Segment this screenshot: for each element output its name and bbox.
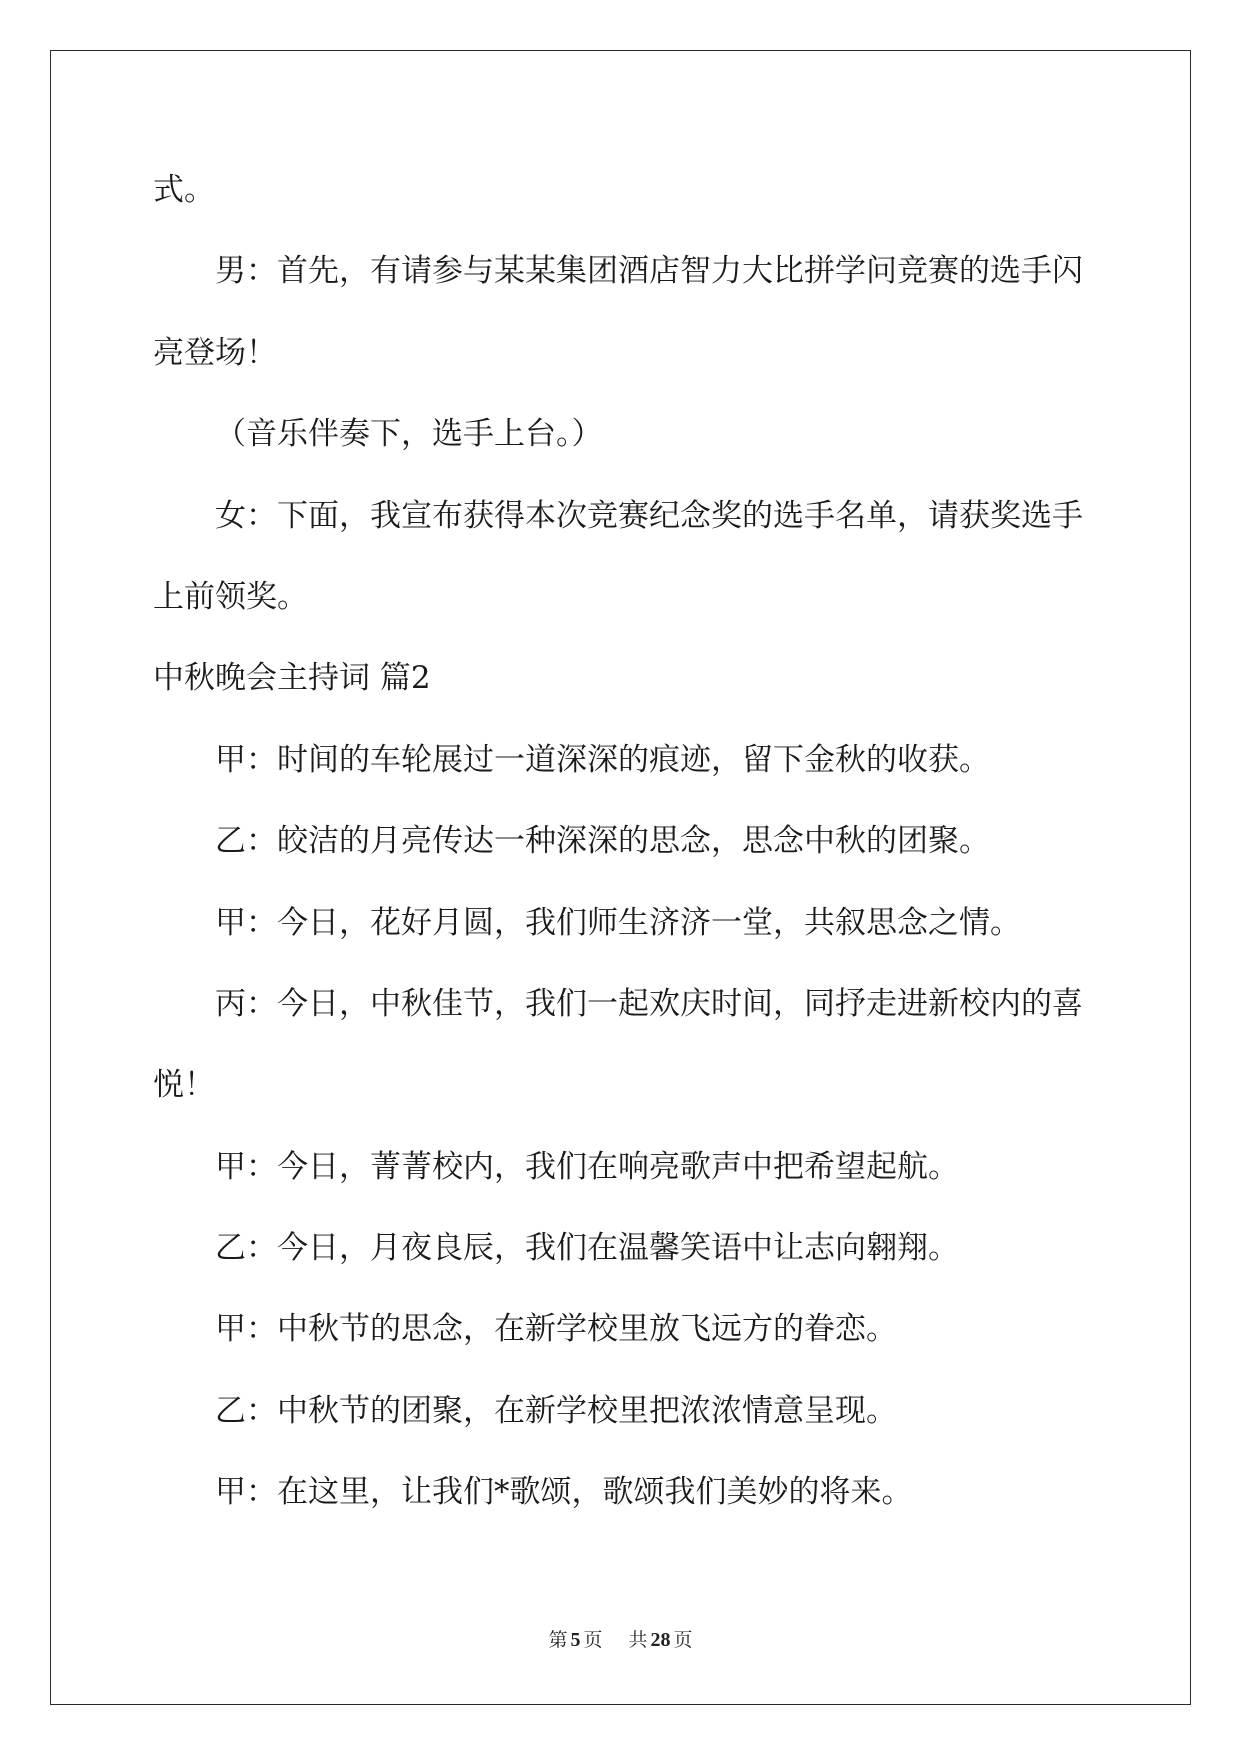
- paragraph: [153, 476, 1113, 639]
- paragraph-line: 甲：今日，菁菁校内，我们在响亮歌声中把希望起航。: [215, 1148, 959, 1185]
- paragraph: [153, 964, 1113, 1127]
- paragraph-line: 男：首先，有请参与某某集团酒店智力大比拼学问竞赛的选手闪: [215, 253, 1083, 290]
- section-heading: 中秋晚会主持词 篇2: [153, 660, 431, 697]
- paragraph-line: 甲：在这里，让我们*歌颂，歌颂我们美妙的将来。: [215, 1474, 913, 1511]
- paragraph: [153, 1289, 1113, 1370]
- paragraph-line: 乙：中秋节的团聚，在新学校里把浓浓情意呈现。: [215, 1392, 897, 1429]
- total-pages: 28: [650, 1629, 671, 1651]
- paragraph-line: 悦！: [153, 1067, 215, 1104]
- paragraph-line: （音乐伴奏下，选手上台。）: [215, 416, 603, 453]
- paragraph: [153, 231, 1113, 394]
- total-prefix: 共: [628, 1630, 648, 1651]
- stage-direction: [153, 394, 1113, 475]
- paragraph: [153, 1452, 1113, 1533]
- paragraph-line: 乙：今日，月夜良辰，我们在温馨笑语中让志向翱翔。: [215, 1230, 959, 1267]
- paragraph-line: 式。: [153, 172, 215, 208]
- paragraph-line: 乙：皎洁的月亮传达一种深深的思念，思念中秋的团聚。: [215, 823, 990, 860]
- paragraph: [153, 1127, 1113, 1208]
- paragraph: [153, 720, 1113, 801]
- paragraph-line: 甲：今日，花好月圆，我们师生济济一堂，共叙思念之情。: [215, 904, 1021, 941]
- page-suffix: 页: [583, 1630, 603, 1651]
- paragraph-line: 甲：中秋节的思念，在新学校里放飞远方的眷恋。: [215, 1311, 897, 1348]
- paragraph: [153, 883, 1113, 964]
- paragraph: [153, 801, 1113, 882]
- paragraph-line: 亮登场！: [153, 334, 277, 371]
- paragraph-line: 女：下面，我宣布获得本次竞赛纪念奖的选手名单，请获奖选手: [215, 497, 1083, 534]
- paragraph-line: 甲：时间的车轮展过一道深深的痕迹，留下金秋的收获。: [215, 741, 990, 778]
- paragraph-line: 上前领奖。: [153, 578, 308, 615]
- page-footer: [0, 1626, 1241, 1655]
- paragraph: [153, 1371, 1113, 1452]
- continued-paragraph: [153, 150, 1113, 231]
- page-number: 5: [570, 1629, 581, 1651]
- paragraph: [153, 1208, 1113, 1289]
- total-suffix: 页: [673, 1630, 693, 1651]
- paragraph-line: 丙：今日，中秋佳节，我们一起欢庆时间，同抒走进新校内的喜: [215, 985, 1083, 1022]
- document-body: [153, 150, 1113, 1534]
- page-prefix: 第: [548, 1630, 568, 1651]
